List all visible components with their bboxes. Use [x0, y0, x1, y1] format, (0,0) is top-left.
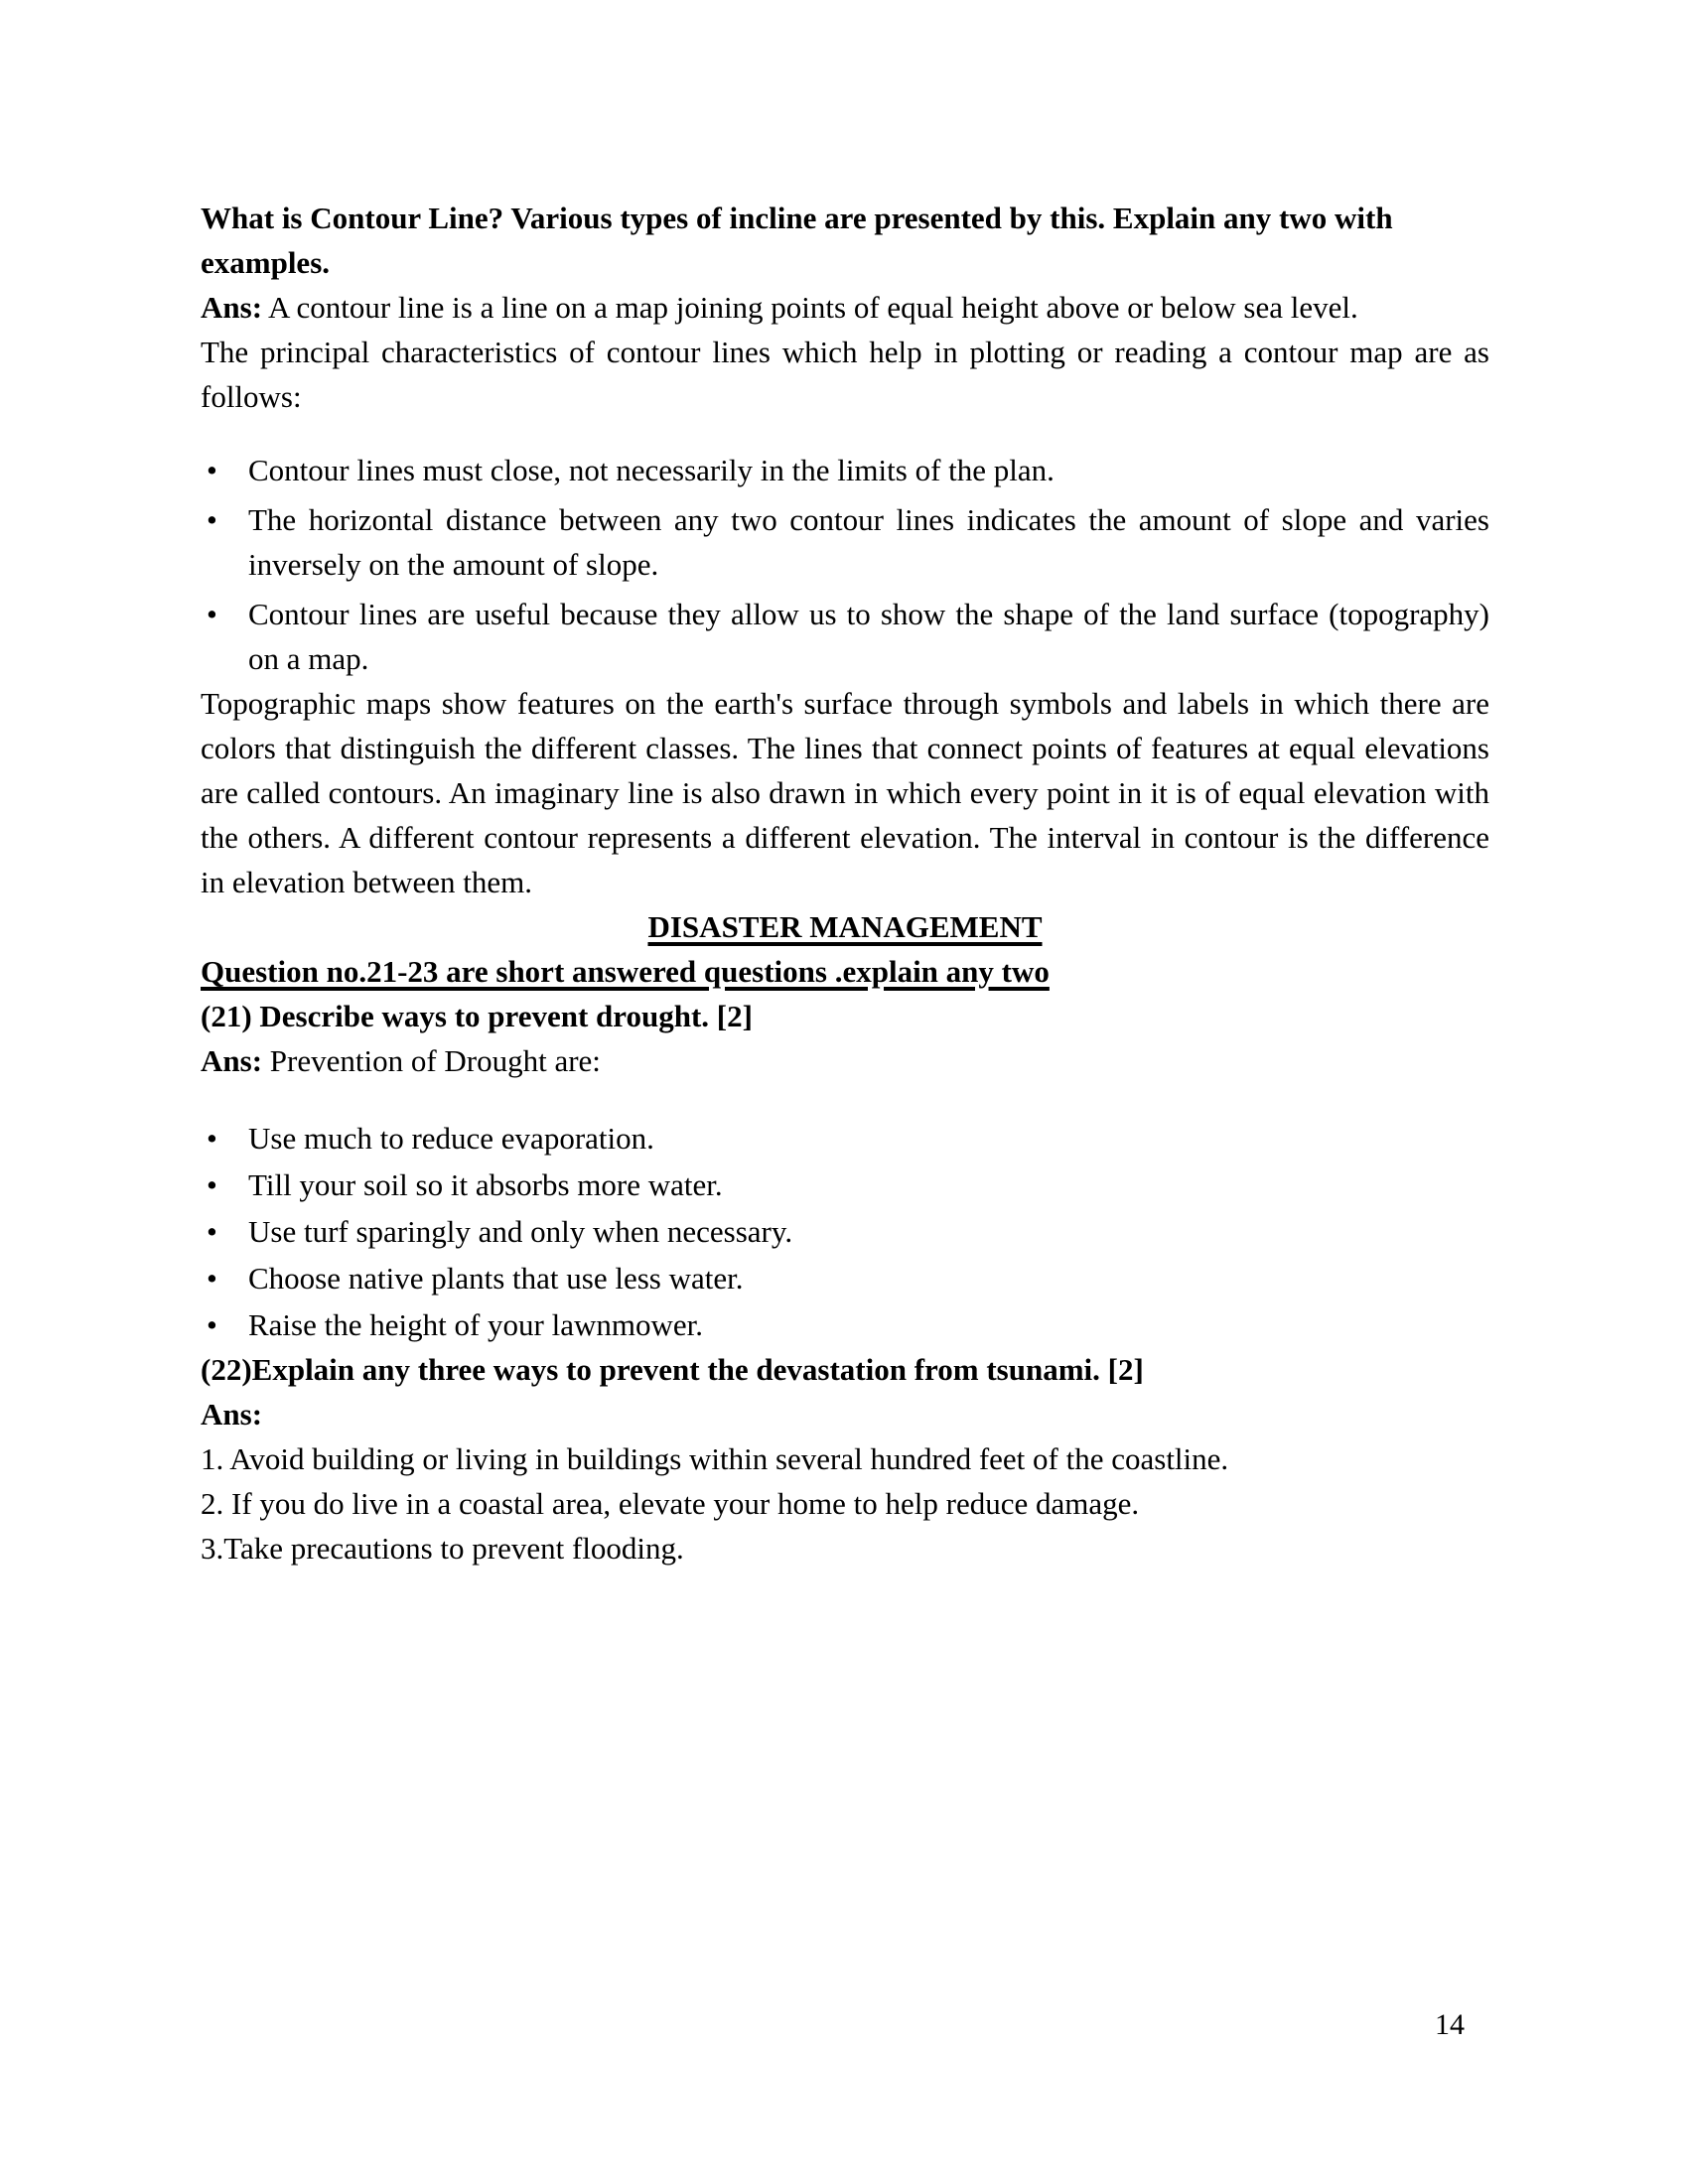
topographic-maps-paragraph: Topographic maps show features on the earth's surface through symbols and labels in which there are colors that distinguish the different classes. The lines that connect points of features at equal elevations are called contours. An imaginary line is also drawn in which every point in it is of equal elevation with the others. A different contour represents a different elevation. The interval in contour is the difference in elevation between them. — [201, 686, 1489, 899]
answer-label: Ans: — [201, 1043, 263, 1078]
contour-characteristics-intro: The principal characteristics of contour lines which help in plotting or reading a contour map are as follows: — [201, 335, 1489, 414]
answer-text: A contour line is a line on a map joining points of equal height above or below sea level. — [262, 290, 1358, 325]
contour-question-heading: What is Contour Line? Various types of incline are presented by this. Explain any two with examples. — [201, 201, 1393, 280]
numbered-step: 1. Avoid building or living in buildings within several hundred feet of the coastline. — [201, 1441, 1229, 1476]
list-item — [201, 1302, 1489, 1347]
section-title-text: DISASTER MANAGEMENT — [647, 909, 1043, 944]
section-title — [201, 904, 1489, 949]
list-item — [201, 1116, 1489, 1160]
list-item — [201, 1209, 1489, 1254]
bullet-icon: • — [207, 1121, 217, 1156]
section-instruction — [201, 949, 1489, 994]
list-item-text: Choose native plants that use less water. — [248, 1261, 744, 1296]
numbered-step: 3.Take precautions to prevent flooding. — [201, 1531, 684, 1566]
bullet-icon: • — [207, 1261, 217, 1296]
list-item-text: Till your soil so it absorbs more water. — [248, 1167, 723, 1202]
page-number: 14 — [1435, 2008, 1465, 2041]
tsunami-steps-list — [201, 1436, 1489, 1570]
answer-label: Ans: — [201, 290, 263, 325]
list-item — [201, 1256, 1489, 1300]
question-22-answer-label: Ans: — [201, 1397, 263, 1432]
bullet-icon: • — [207, 597, 217, 631]
bullet-icon: • — [207, 502, 217, 537]
list-item-text: Contour lines are useful because they allow us to show the shape of the land surface (topography) on a map. — [248, 597, 1489, 676]
drought-prevention-list — [201, 1116, 1489, 1347]
bullet-icon: • — [207, 453, 217, 487]
list-item-text: Use turf sparingly and only when necessary. — [248, 1214, 793, 1249]
list-item-text: The horizontal distance between any two contour lines indicates the amount of slope and varies inversely on the amount of slope. — [248, 502, 1489, 582]
bullet-icon: • — [207, 1307, 217, 1342]
question-22-title: (22)Explain any three ways to prevent the devastation from tsunami. [2] — [201, 1352, 1144, 1387]
question-21-title: (21) Describe ways to prevent drought. [2] — [201, 999, 753, 1033]
bullet-icon: • — [207, 1214, 217, 1249]
numbered-step: 2. If you do live in a coastal area, elevate your home to help reduce damage. — [201, 1486, 1140, 1521]
list-item-text: Raise the height of your lawnmower. — [248, 1307, 704, 1342]
list-item-text: Use much to reduce evaporation. — [248, 1121, 654, 1156]
question-21-answer-intro — [201, 1038, 1489, 1083]
list-item — [201, 1162, 1489, 1207]
list-item-text: Contour lines must close, not necessarily in the limits of the plan. — [248, 453, 1055, 487]
contour-answer — [201, 285, 1489, 330]
section-instruction-text: Question no.21-23 are short answered questions .explain any two — [201, 954, 1050, 989]
contour-bullet-list — [201, 448, 1489, 681]
list-item — [201, 497, 1489, 587]
bullet-icon: • — [207, 1167, 217, 1202]
list-item — [201, 592, 1489, 681]
list-item — [201, 448, 1489, 492]
answer-text: Prevention of Drought are: — [262, 1043, 601, 1078]
document-content — [201, 196, 1489, 1570]
